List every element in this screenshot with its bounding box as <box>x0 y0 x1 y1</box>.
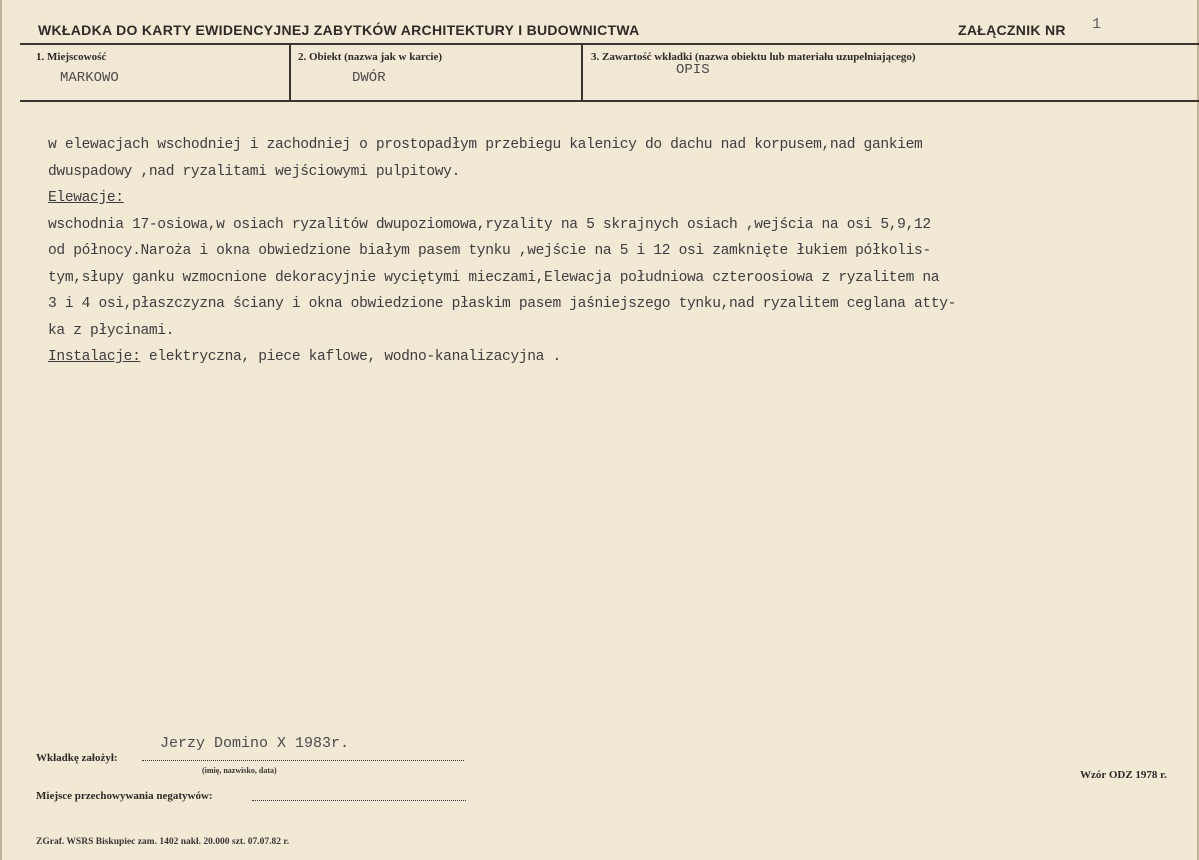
printer-note: ZGraf. WSRS Biskupiec zam. 1402 nakł. 20.000 szt. 07.07.82 r. <box>36 837 290 847</box>
locality-label: 1. Miejscowość <box>36 51 107 63</box>
body-line: 3 i 4 osi,płaszczyzna ściany i okna obwiedzione płaskim pasem jaśniejszego tynku,nad ryzalitem ceglana atty- <box>48 296 957 312</box>
content-value: OPIS <box>676 62 710 78</box>
content-label: 3. Zawartość wkładki (nazwa obiektu lub materiału uzupełniającego) <box>591 51 916 63</box>
pattern-label: Wzór ODZ 1978 r. <box>1080 769 1167 781</box>
body-line: dwuspadowy ,nad ryzalitami wejściowymi pulpitowy. <box>48 163 460 180</box>
header-rule <box>20 43 1199 45</box>
object-label: 2. Obiekt (nazwa jak w karcie) <box>298 51 443 63</box>
negatives-dotline <box>252 800 466 801</box>
founded-hint: (imię, nazwisko, data) <box>202 766 277 775</box>
locality-value: MARKOWO <box>60 70 119 86</box>
card-left-edge <box>0 0 2 860</box>
body-line: wschodnia 17-osiowa,w osiach ryzalitów dwupoziomowa,ryzality na 5 skrajnych osiach ,wejścia na osi 5,9,12 <box>48 216 931 233</box>
card-title: WKŁADKA DO KARTY EWIDENCYJNEJ ZABYTKÓW ARCHITEKTURY I BUDOWNICTWA <box>38 22 640 38</box>
founded-dotline <box>142 760 464 761</box>
annex-label: ZAŁĄCZNIK NR <box>958 22 1066 38</box>
installations-text: elektryczna, piece kaflowe, wodno-kanalizacyjna . <box>140 349 561 365</box>
body-line: ka z płycinami. <box>48 322 175 339</box>
field-divider-1 <box>289 43 291 101</box>
body-line: tym,słupy ganku wzmocnione dekoracyjnie wyciętymi mieczami,Elewacja południowa czteroosiowa z ryzalitem na <box>48 269 940 286</box>
body-line: od północy.Naroża i okna obwiedzione białym pasem tynku ,wejście na 5 i 12 osi zamknięte łukiem półkolis- <box>48 243 931 259</box>
description-body <box>48 132 1158 371</box>
object-value: DWÓR <box>352 70 386 86</box>
installations-line <box>48 344 1158 371</box>
body-line: w elewacjach wschodniej i zachodniej o prostopadłym przebiegu kalenicy do dachu nad korpusem,nad gankiem <box>48 137 923 153</box>
founded-value: Jerzy Domino X 1983r. <box>160 735 350 752</box>
field-divider-2 <box>581 43 583 101</box>
elevations-heading <box>48 185 1158 212</box>
elevations-heading-text: Elewacje: <box>48 190 124 206</box>
fields-bottom-rule <box>20 100 1199 102</box>
installations-heading: Instalacje: <box>48 349 141 365</box>
annex-number: 1 <box>1092 16 1102 33</box>
negatives-label: Miejsce przechowywania negatywów: <box>36 790 213 802</box>
founded-label: Wkładkę założył: <box>36 752 118 764</box>
